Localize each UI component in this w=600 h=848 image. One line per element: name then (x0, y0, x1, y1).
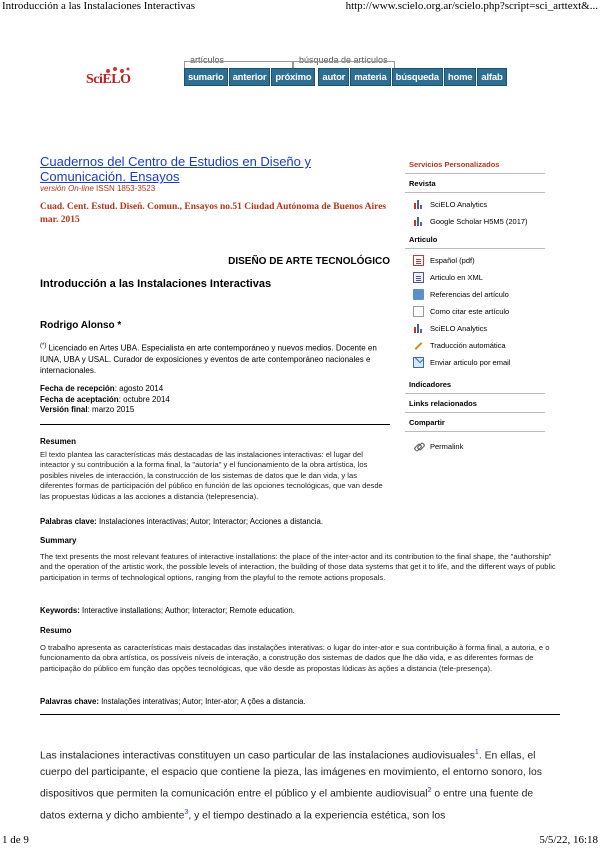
print-header (0, 0, 600, 14)
resumo-heading: Resumo (40, 626, 72, 635)
final-label: Versión final (40, 405, 88, 414)
sidebar-item-pdf[interactable] (405, 252, 545, 269)
keywords-label: Keywords: (40, 606, 80, 615)
resumo-text: O trabalho apresenta as características mais destacadas das instalações interativas: o lugar do inter-ator e sua contribuição à forma final, a autoria, e o funcionamento da obra artística, os possíveis níveis de interação, a construção dos sistemas de dados que lhe dão vida, e as diferentes formas de participação do público em função das opções tecnológicas, que vão desde as propostas lúdicas às ações a distancia (tele-presença). (40, 643, 550, 673)
analytics-chart-icon (413, 199, 424, 210)
sidebar-title: Servicios Personalizados (405, 156, 545, 174)
palabras-clave-label: Palabras clave: (40, 517, 97, 526)
nav-anterior-button[interactable]: anterior (229, 68, 271, 86)
issn-version-label: versión On-line (40, 184, 94, 193)
article-author: Rodrigo Alonso * (40, 320, 122, 331)
resumen-text-top (40, 450, 390, 502)
nav-home-button[interactable]: home (444, 68, 477, 86)
sidebar-compartir-heading: Compartir (405, 413, 545, 432)
body-paragraph (40, 743, 560, 825)
email-icon (413, 357, 424, 368)
sidebar-item-label: SciELO Analytics (430, 200, 488, 209)
sidebar-item-articulo-analytics[interactable] (405, 320, 545, 337)
body-part-2: . En ellas, el cuerpo del participante, el espacio que contiene la pieza, las imágenes en movimiento, el entorno sonoro, los dispositivos que permiten la comunicación entre el público y el ambiente audiovisual (40, 750, 542, 800)
sidebar-articulo-heading: Articulo (405, 230, 545, 249)
issn-number: ISSN 1853-3523 (96, 184, 156, 193)
logo-text: SciELO (86, 72, 131, 87)
nav-bar (184, 68, 507, 86)
nav-alfab-button[interactable]: alfab (477, 68, 506, 86)
permalink-icon (413, 441, 424, 452)
sidebar-item-email[interactable] (405, 354, 545, 371)
print-footer-datetime: 5/5/22, 16:18 (539, 834, 598, 846)
keywords-text: Interactive installations; Author; Interactor; Remote education. (79, 606, 295, 615)
sidebar-revista-heading: Revista (405, 174, 545, 193)
body-part-1: Las instalaciones interactivas constituyen un caso particular de las instalaciones audiovisuales (40, 750, 475, 762)
article-title: Introducción a las Instalaciones Interactivas (40, 278, 272, 290)
sidebar-item-xml[interactable] (405, 269, 545, 286)
sidebar-item-google-scholar[interactable] (405, 213, 545, 230)
received-date: : agosto 2014 (114, 384, 164, 393)
sidebar-item-label: SciELO Analytics (430, 324, 488, 333)
print-header-url: http://www.scielo.org.ar/scielo.php?script=sci_arttext&... (345, 0, 598, 12)
received-label: Fecha de recepción (40, 384, 115, 393)
summary-text: The text presents the most relevant features of interactive installations: the place of the inter-actor and its contribution to the final shape, the "authorship" and the operation of the artistic work, the possible levels of interaction, the building of those data systems that get it to life, and the different ways of public participation in terms of technological options, ranging from the playful to the remote actions proposals. (40, 552, 556, 582)
sidebar-item-revista-analytics[interactable] (405, 196, 545, 213)
palabras-clave-text: Instalaciones interactivas; Autor; Interactor; Acciones a distancia. (96, 517, 324, 526)
keywords (40, 606, 295, 615)
services-sidebar (405, 156, 545, 455)
affil-text: Licenciado en Artes UBA. Especialista en arte contemporáneo y nuevos medios. Docente en IUNA, UBA y USAL. Curador de exposiciones y eventos de arte contemporáneo nacionales e internacionales. (40, 343, 377, 375)
accepted-label: Fecha de aceptación (40, 394, 119, 404)
nav-group-articulos-bracket (184, 61, 293, 68)
sidebar-item-label: Articulo en XML (430, 273, 483, 282)
scielo-logo[interactable] (82, 66, 138, 100)
divider-body (40, 714, 560, 715)
palavras-chave (40, 697, 306, 706)
analytics-chart-icon (413, 216, 424, 227)
nav-autor-button[interactable]: autor (318, 68, 349, 86)
sidebar-item-label: Enviar articulo por email (430, 358, 511, 367)
resumen-heading: Resumen (40, 437, 77, 446)
sidebar-item-label: Traducción automática (430, 341, 506, 350)
footnote-ref-1[interactable]: 1 (474, 749, 479, 756)
references-icon (413, 289, 424, 300)
palavras-chave-label: Palavras chave: (40, 697, 99, 706)
article-section: DISEÑO DE ARTE TECNOLÓGICO (228, 256, 390, 267)
summary-heading: Summary (40, 536, 77, 545)
divider (40, 424, 390, 425)
sidebar-item-label: Permalink (430, 442, 464, 451)
journal-issn (40, 184, 155, 193)
final-date: : marzo 2015 (87, 405, 135, 414)
journal-title-link[interactable]: Cuadernos del Centro de Estudios en Diseño y Comunicación. Ensayos (40, 154, 311, 184)
palabras-clave (40, 517, 323, 526)
accepted-date: : octubre 2014 (118, 394, 170, 404)
sidebar-indicadores-heading[interactable]: Indicadores (405, 375, 545, 394)
journal-citation: Cuad. Cent. Estud. Diseñ. Comun., Ensayos no.51 Ciudad Autónoma de Buenos Aires mar. 2015 (40, 202, 387, 225)
resumen-text: El texto plantea las características más destacadas de las instalaciones interactivas: el lugar del inteactor y su contribución a la forma final, la "autoría" y el funcionamiento de la obra artística, los posibles niveles de interacción, la construcción de los sistemas de datos que le dan vida, y las diferentes formas de participación del público en función de las opciones tecnológicas, que van desde las propuestas lúdicas a las acciones a distancia (telepresencia). (40, 450, 383, 501)
nav-materia-button[interactable]: materia (350, 68, 390, 86)
cite-document-icon (413, 306, 424, 317)
sidebar-item-permalink[interactable] (405, 438, 545, 455)
nav-group-articulos-label: artículos (190, 55, 225, 65)
sidebar-links-heading[interactable]: Links relacionados (405, 394, 545, 413)
body-part-3: o entre una fuente de datos externa y dicho ambiente (40, 788, 534, 822)
analytics-chart-icon (413, 323, 424, 334)
print-header-title: Introducción a las Instalaciones Interactivas (2, 0, 196, 12)
sidebar-item-translate[interactable] (405, 337, 545, 354)
sidebar-item-cite[interactable] (405, 303, 545, 320)
sidebar-item-references[interactable] (405, 286, 545, 303)
translate-pencil-icon (413, 340, 424, 351)
author-affiliation (40, 341, 390, 376)
body-part-4: , y el tiempo destinado a la experiencia estética, son los (188, 810, 446, 822)
xml-document-icon (413, 272, 424, 283)
nav-group-busqueda-label: búsqueda de artículos (299, 55, 388, 65)
nav-sumario-button[interactable]: sumario (184, 68, 228, 86)
nav-group-busqueda-bracket (293, 61, 395, 68)
pdf-document-icon (413, 255, 424, 266)
sidebar-item-label: Google Scholar H5M5 (2017) (430, 217, 528, 226)
footnote-ref-2[interactable]: 2 (427, 787, 432, 795)
sidebar-item-label: Español (pdf) (430, 256, 475, 265)
affil-mark: (*) (40, 343, 47, 349)
palavras-chave-text: Instalações interativas; Autor; Inter-ator; A ções a distancia. (98, 697, 306, 706)
nav-proximo-button[interactable]: próximo (271, 68, 315, 86)
print-footer (0, 834, 600, 848)
article-dates (40, 384, 390, 416)
sidebar-item-label: Referencias del artículo (430, 290, 509, 299)
print-footer-page: 1 de 9 (2, 834, 29, 846)
footnote-ref-3[interactable]: 3 (184, 809, 189, 817)
sidebar-item-label: Como citar este artículo (430, 307, 510, 316)
nav-busqueda-button[interactable]: búsqueda (392, 68, 443, 86)
